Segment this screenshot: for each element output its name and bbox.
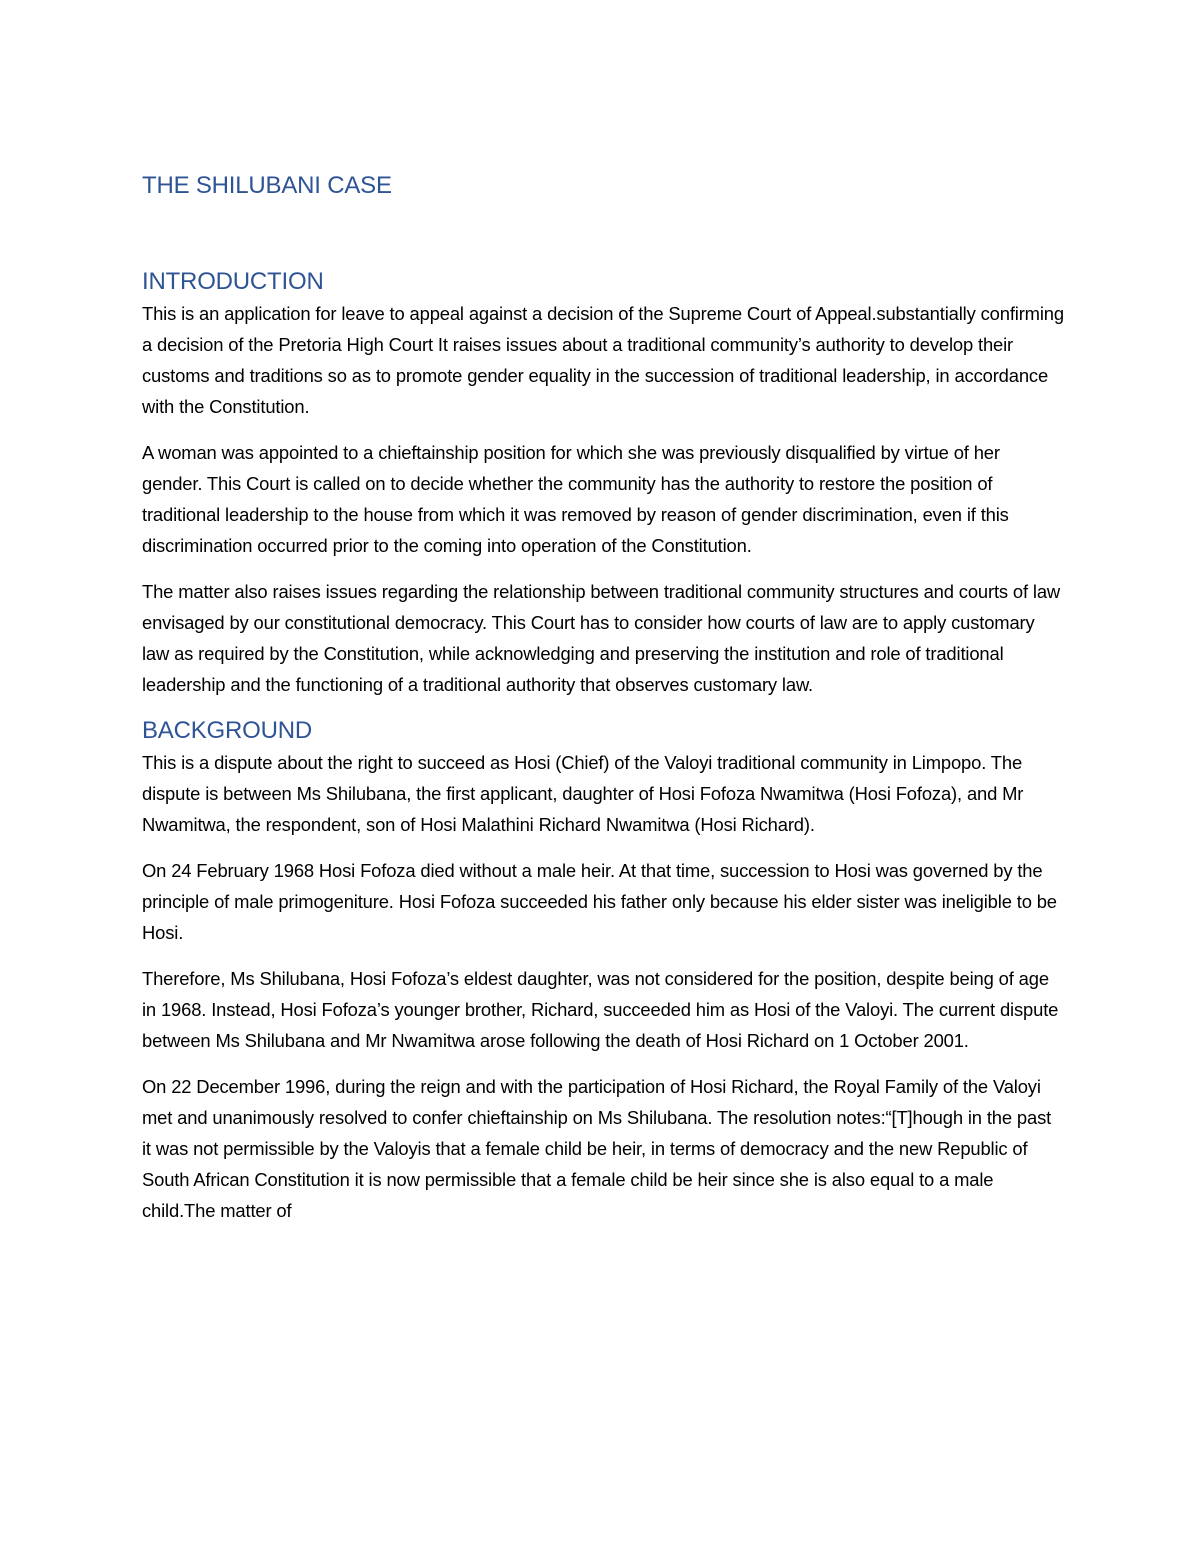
paragraph: On 24 February 1968 Hosi Fofoza died without a male heir. At that time, succession to Hosi was governed by the principle of male primogeniture. Hosi Fofoza succeeded his father only because his elder sister was ineligible to be Hosi. — [142, 860, 1057, 943]
paragraph: This is a dispute about the right to succeed as Hosi (Chief) of the Valoyi traditional community in Limpopo. The dispute is between Ms Shilubana, the first applicant, daughter of Hosi Fofoza Nwamitwa (Hosi Fofoza), and Mr Nwamitwa, the respondent, son of Hosi Malathini Richard Nwamitwa (Hosi Richard). — [142, 752, 1024, 835]
paragraph: The matter also raises issues regarding the relationship between traditional community structures and courts of law envisaged by our constitutional democracy. This Court has to consider how courts of law are to apply customary law as required by the Constitution, while acknowledging and preserving the institution and role of traditional leadership and the functioning of a traditional authority that observes customary law. — [142, 581, 1061, 695]
section-heading-introduction: INTRODUCTION — [142, 268, 324, 295]
section-heading-background: BACKGROUND — [142, 717, 313, 744]
section-background — [142, 715, 1064, 1226]
paragraph: On 22 December 1996, during the reign and with the participation of Hosi Richard, the Royal Family of the Valoyi met and unanimously resolved to confer chieftainship on Ms Shilubana. The resolution notes:“[T]hough in the past it was not permissible by the Valoyis that a female child be heir, in terms of democracy and the new Republic of South African Constitution it is now permissible that a female child be heir since she is also equal to a male child.The matter of — [142, 1076, 1052, 1221]
section-introduction — [142, 266, 1064, 700]
document-page — [142, 170, 1064, 1241]
document-title: THE SHILUBANI CASE — [142, 172, 392, 199]
paragraph: This is an application for leave to appeal against a decision of the Supreme Court of Appeal.substantially confirming a decision of the Pretoria High Court It raises issues about a traditional community’s authority to develop their customs and traditions so as to promote gender equality in the succession of traditional leadership, in accordance with the Constitution. — [142, 303, 1064, 417]
paragraph: A woman was appointed to a chieftainship position for which she was previously disqualified by virtue of her gender. This Court is called on to decide whether the community has the authority to restore the position of traditional leadership to the house from which it was removed by reason of gender discrimination, even if this discrimination occurred prior to the coming into operation of the Constitution. — [142, 442, 1009, 556]
paragraph: Therefore, Ms Shilubana, Hosi Fofoza’s eldest daughter, was not considered for the position, despite being of age in 1968. Instead, Hosi Fofoza’s younger brother, Richard, succeeded him as Hosi of the Valoyi. The current dispute between Ms Shilubana and Mr Nwamitwa arose following the death of Hosi Richard on 1 October 2001. — [142, 968, 1059, 1051]
